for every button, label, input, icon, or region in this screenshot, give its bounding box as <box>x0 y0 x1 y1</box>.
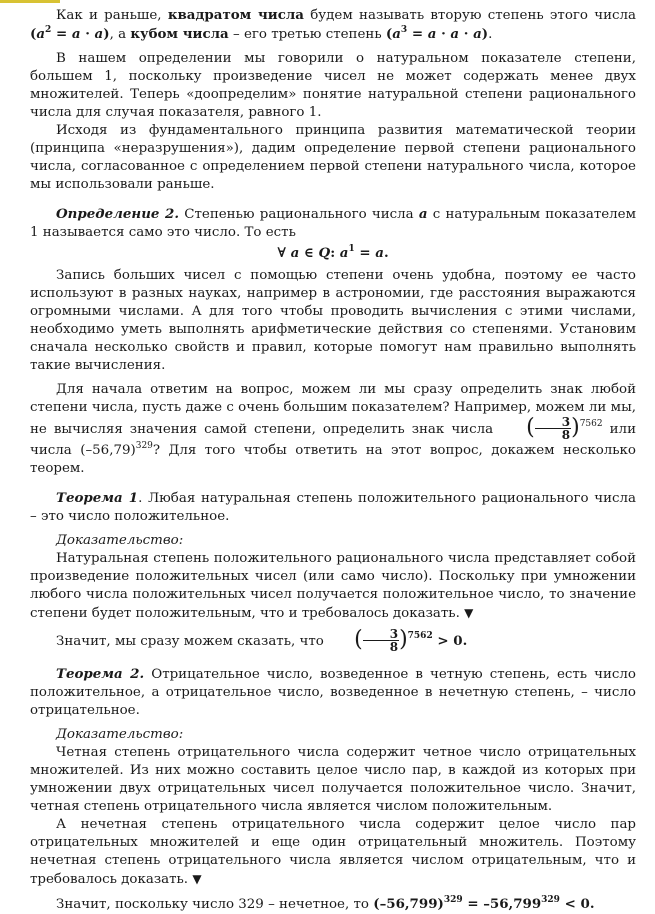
paragraph-principle: Исходя из фундаментального принципа развития математической теории (принципа «неразрушения»), дадим определение первой степени рационального числа, согласованное с определением первой степени натурального числа, которое мы использовали раньше. <box>30 123 636 192</box>
paragraph-square-cube: Как и раньше, квадратом числа будем называть вторую степень этого числа $(a^2 = a \cdot a)$, а кубом числа – его третью степень $(a^3 = a \cdot a \cdot a)$. <box>30 7 636 42</box>
theorem-2: Теорема 2. Отрицательное число, возведенное в четную степень, есть число положительное, а отрицательное число, возведенное в нечетную степень, – число отрицательное. <box>30 666 636 718</box>
proof-2-text-odd: А нечетная степень отрицательного числа содержит целое число пар отрицательных множителей и еще один отрицательный множитель. Поэтому нечетная степень отрицательного числа является числом отрицательным, что и требовалось доказать. ▼ <box>30 817 636 887</box>
paragraph-sign-question: Для начала ответим на вопрос, можем ли мы сразу определить знак любой степени числа, пусть даже с очень большим показателем? Например, можем ли мы, не вычисляя значения самой степени, определить знак числа ( $\frac{3}{8}$ )$^{7562}$ или числа $(-56,79)^{329}$? Для того чтобы ответить на этот вопрос, докажем несколько теорем. <box>30 382 636 476</box>
end-of-proof-icon-2: ▼ <box>192 872 202 886</box>
paragraph-natural-exponent: В нашем определении мы говорили о натуральном показателе степени, большем 1, поскольку произведение чисел не может содержать менее двух множителей. Теперь «доопределим» понятие натуральной степени рационального числа для случая показателя, равного 1. <box>30 51 636 120</box>
conclusion-1: Значит, мы сразу можем сказать, что ( $\frac{3}{8}$ )$^{7562}$ > 0. <box>56 626 468 654</box>
formula-square: $(a^2 = a \cdot a)$ <box>30 24 110 42</box>
theorem-2-label: Теорема 2. <box>56 666 145 682</box>
proof-1-text: Натуральная степень положительного рационального числа представляет собой произведение положительных чисел (или само число). Поскольку при умножении любого числа положительных чисел получается положительное число, то значение степени будет положительным, что и требовалось доказать. ▼ <box>30 551 636 621</box>
definition-2: Определение 2. Степенью рационального числа a с натуральным показателем 1 называется само это число. То есть <box>30 206 637 240</box>
theorem-1-label: Теорема 1 <box>56 490 139 506</box>
paragraph-large-numbers: Запись больших чисел с помощью степени очень удобна, поэтому ее часто используют в разных науках, например в астрономии, где расстояния выражаются огромными числами. А для того чтобы проводить вычисления с этими числами, необходимо уметь выполнять арифметические действия со степенями. Установим сначала несколько свойств и правил, которые помогут нам правильно выполнять такие вычисления. <box>30 268 636 373</box>
theorem-1: Теорема 1. Любая натуральная степень положительного рационального числа – это число положительное. <box>30 490 636 524</box>
definition-formula: ∀ a ∈ Q: $a^1 = a$. <box>277 243 389 261</box>
term-cube: кубом числа <box>130 26 229 42</box>
textbook-page <box>30 6 636 914</box>
top-accent-bar <box>0 0 60 3</box>
conclusion-2: Значит, поскольку число 329 – нечетное, то $(-56,799)^{329} = -56,799^{329} < 0$. <box>56 894 595 912</box>
proof-2-label: Доказательство: <box>56 727 184 742</box>
fraction-expression-2: ( $\frac{3}{8}$ )$^{7562}$ <box>354 626 433 654</box>
end-of-proof-icon: ▼ <box>464 606 474 620</box>
proof-1-label: Доказательство: <box>56 533 184 548</box>
term-square: квадратом числа <box>167 7 304 23</box>
definition-label: Определение 2. <box>56 206 180 222</box>
proof-2-text-even: Четная степень отрицательного числа содержит четное число отрицательных множителей. Из них можно составить целое число пар, в каждой из которых при умножении двух отрицательных чисел получается положительное число. Значит, четная степень отрицательного числа является числом положительным. <box>30 745 636 814</box>
fraction-expression: ( $\frac{3}{8}$ )$^{7562}$ <box>526 414 603 442</box>
formula-cube: $(a^3 = a \cdot a \cdot a)$ <box>385 24 489 42</box>
